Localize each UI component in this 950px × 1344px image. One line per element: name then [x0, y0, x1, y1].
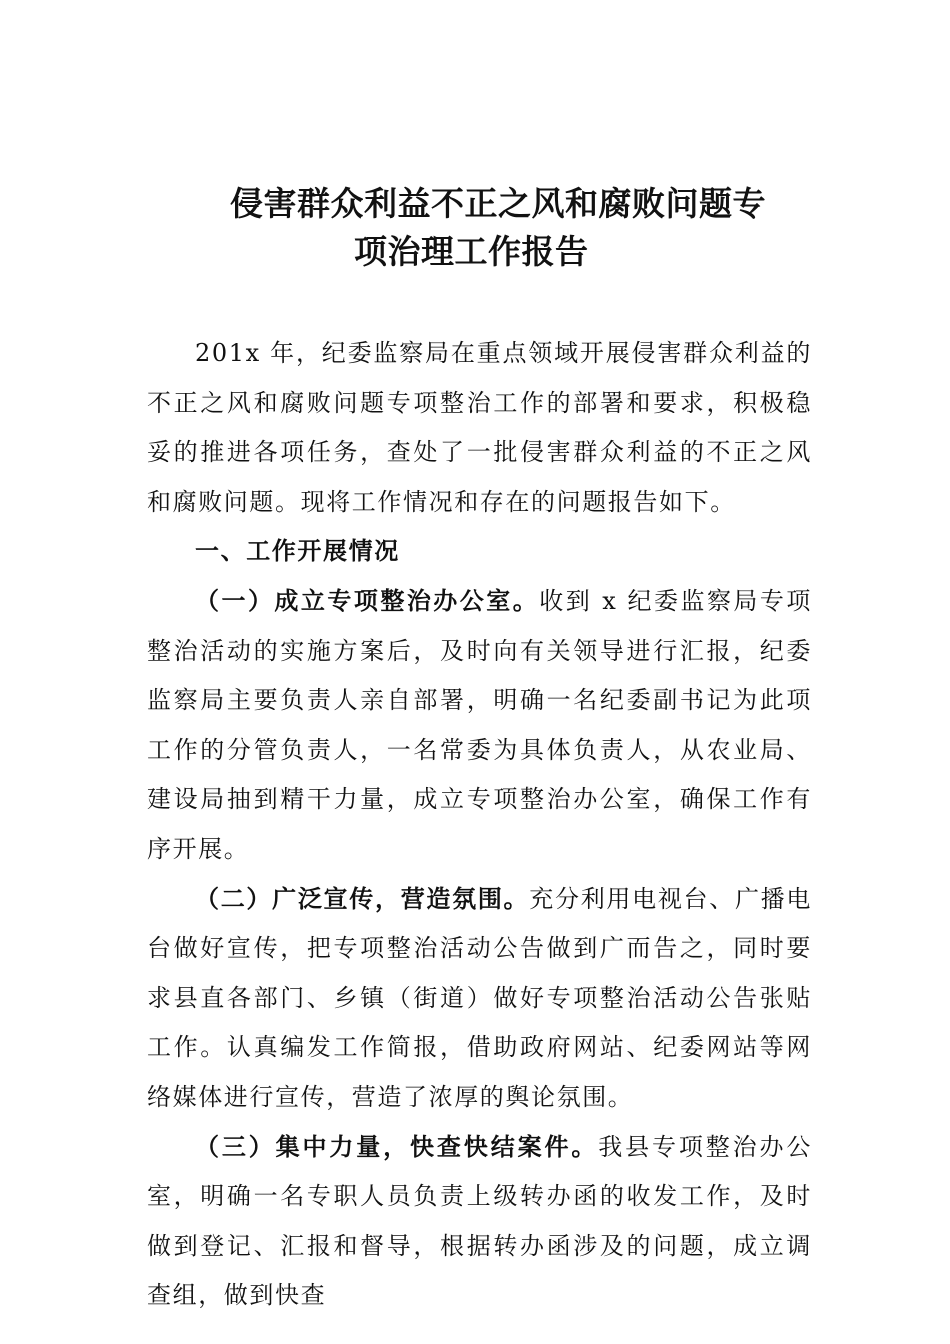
item-lead-1: （一）成立专项整治办公室。: [195, 586, 540, 615]
item-paragraph-1: [147, 577, 812, 875]
intro-paragraph: 201x 年，纪委监察局在重点领域开展侵害群众利益的不正之风和腐败问题专项整治工作的部署和要求，积极稳妥的推进各项任务，查处了一批侵害群众利益的不正之风和腐败问题。现将工作情况和存在的问题报告如下。: [147, 339, 812, 516]
document-title-line-2: 项治理工作报告: [354, 232, 589, 271]
item-paragraph-2: [147, 875, 812, 1123]
item-text-2: 充分利用电视台、广播电台做好宣传，把专项整治活动公告做到广而告之，同时要求县直各部门、乡镇（街道）做好专项整治活动公告张贴工作。认真编发工作简报，借助政府网站、纪委网站等网络媒体进行宣传，营造了浓厚的舆论氛围。: [147, 884, 812, 1111]
item-text-3: 我县专项整治办公室，明确一名专职人员负责上级转办函的收发工作，及时做到登记、汇报和督导，根据转办函涉及的问题，成立调查组，做到快查: [147, 1132, 812, 1310]
item-lead-2: （二）广泛宣传，营造氛围。: [195, 884, 530, 913]
item-paragraph-3: [147, 1123, 812, 1321]
document-title-line-1: 侵害群众利益不正之风和腐败问题专: [230, 184, 766, 223]
section-heading-1: 一、工作开展情况: [195, 537, 400, 566]
item-text-1: 收到 x 纪委监察局专项整治活动的实施方案后，及时向有关领导进行汇报，纪委监察局主要负责人亲自部署，明确一名纪委副书记为此项工作的分管负责人，一名常委为具体负责人，从农业局、建设局抽到精干力量，成立专项整治办公室，确保工作有序开展。: [147, 586, 812, 863]
item-lead-3: （三）集中力量，快查快结案件。: [195, 1132, 599, 1161]
document-body: [147, 329, 812, 1321]
